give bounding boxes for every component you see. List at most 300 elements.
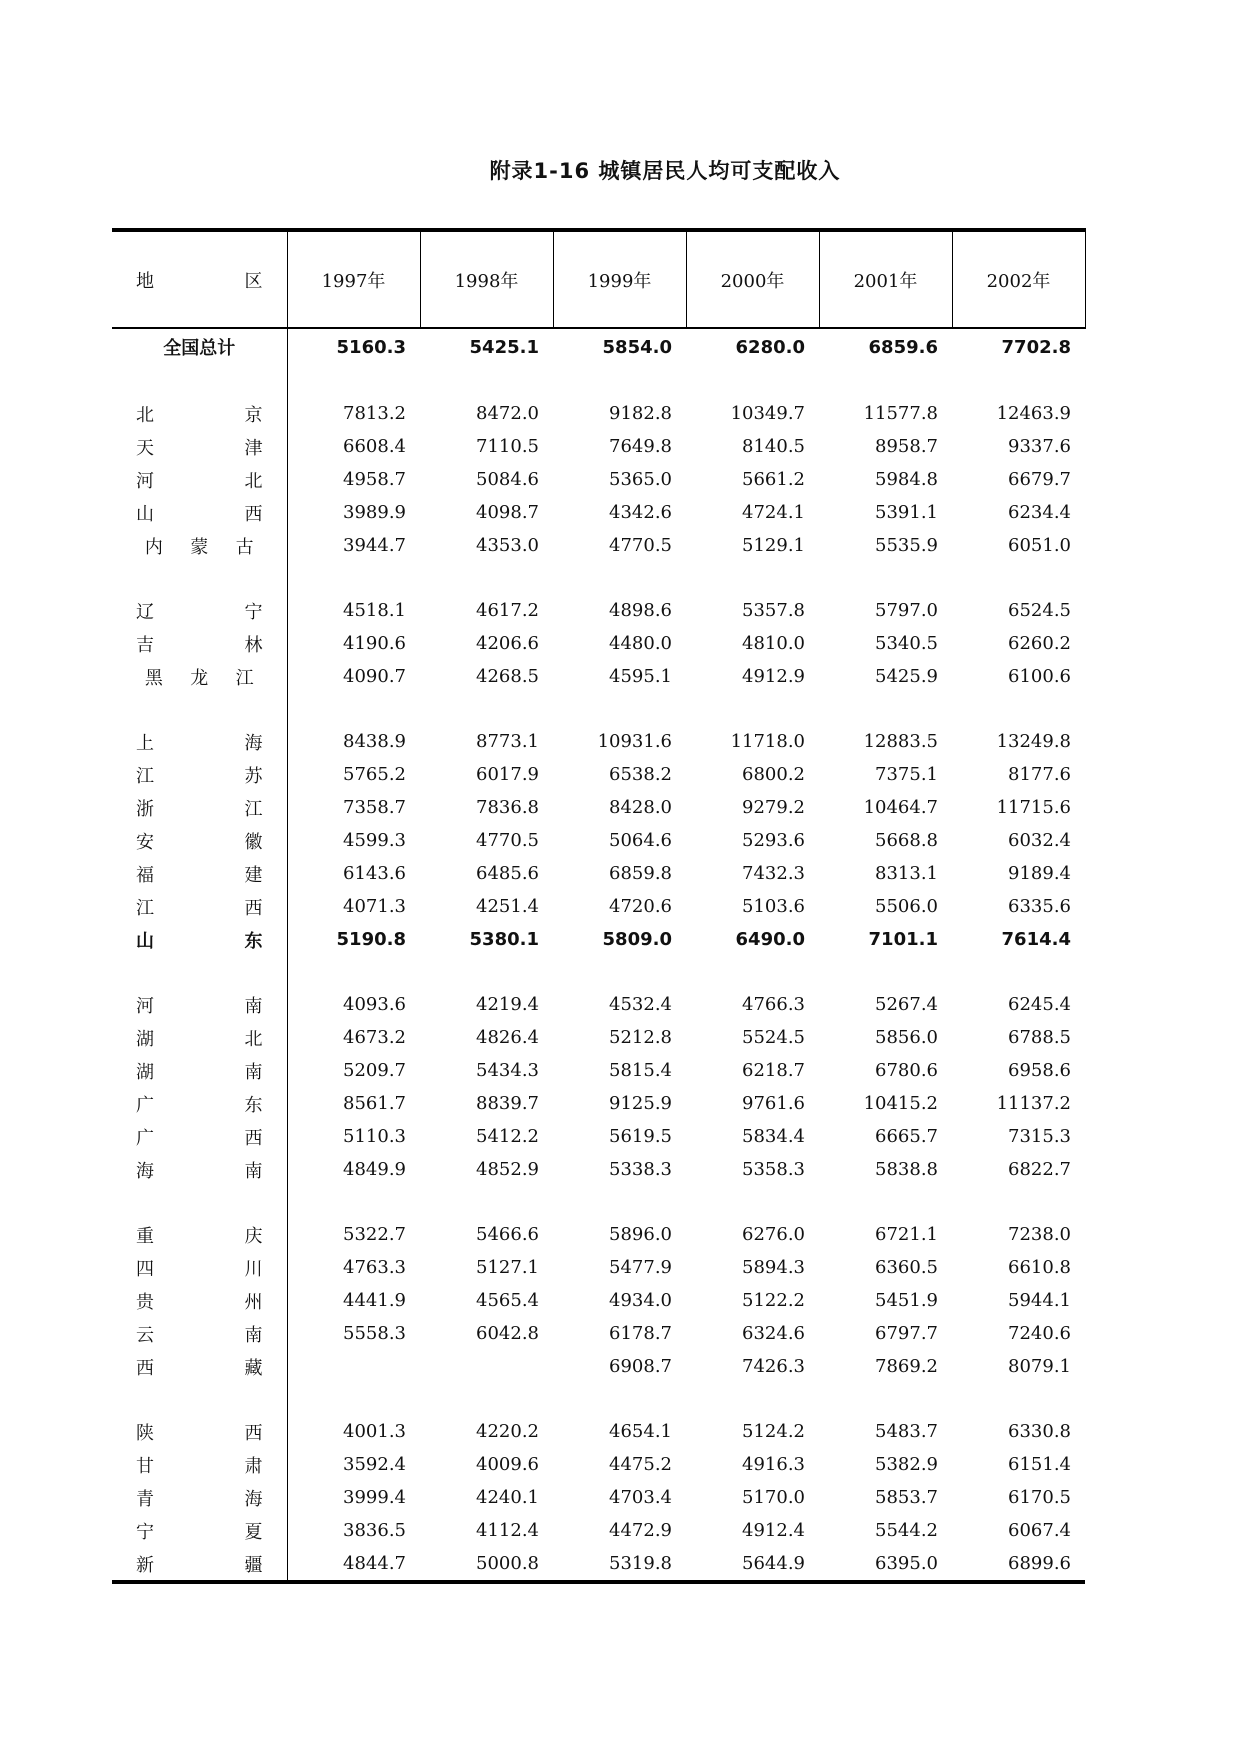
- year-header: 1999年: [553, 230, 686, 328]
- value-cell: 5896.0: [609, 1224, 672, 1245]
- value-cell: 5110.3: [343, 1126, 406, 1147]
- value-cell: 4849.9: [343, 1159, 406, 1180]
- region-name-char: 湖: [136, 1028, 154, 1050]
- value-cell: 5558.3: [343, 1323, 406, 1344]
- region-cell: 全国总计: [112, 328, 287, 365]
- region-cell: [112, 1514, 287, 1547]
- region-name-char: 山: [136, 930, 154, 952]
- value-cell: 4763.3: [343, 1257, 406, 1278]
- header-row: [112, 230, 1085, 328]
- value-cell: 4093.6: [343, 994, 406, 1015]
- value-cell: 6788.5: [1008, 1027, 1071, 1048]
- region-name-char: 福: [136, 864, 154, 886]
- table-row: [112, 1284, 1085, 1317]
- value-cell: 5170.0: [742, 1487, 805, 1508]
- value-cell: 4009.6: [476, 1454, 539, 1475]
- spacer-cell: [112, 1383, 287, 1415]
- value-cell: 7432.3: [742, 863, 805, 884]
- value-cell: 4441.9: [343, 1290, 406, 1311]
- value-cell: 5380.1: [469, 929, 539, 950]
- table-row: [112, 1120, 1085, 1153]
- value-cell: 7110.5: [476, 436, 539, 457]
- value-cell: 5984.8: [875, 469, 938, 490]
- value-cell: 9337.6: [1008, 436, 1071, 457]
- region-name: [136, 1354, 263, 1380]
- value-cell: 6017.9: [476, 764, 539, 785]
- value-cell: 13249.8: [996, 731, 1071, 752]
- region-cell: [112, 397, 287, 430]
- spacer-cell: [287, 1383, 1085, 1415]
- region-name-char: 肃: [244, 1455, 263, 1477]
- region-name-char: 苏: [244, 765, 263, 787]
- value-cell: 7649.8: [609, 436, 672, 457]
- table-row: [112, 1514, 1085, 1547]
- value-cell: 7315.3: [1008, 1126, 1071, 1147]
- region-name-char: 山: [136, 503, 154, 525]
- value-cell: 3989.9: [343, 502, 406, 523]
- value-cell: 7426.3: [742, 1356, 805, 1377]
- spacer-cell: [287, 956, 1085, 988]
- value-cell: 5357.8: [742, 600, 805, 621]
- region-name-char: 广: [136, 1094, 154, 1116]
- region-name: [136, 1288, 263, 1314]
- value-cell: 5668.8: [875, 830, 938, 851]
- value-cell: 5127.1: [476, 1257, 539, 1278]
- region-name: [136, 401, 263, 427]
- region-cell: [112, 1317, 287, 1350]
- table-row: [112, 1087, 1085, 1120]
- region-name-char: 北: [244, 1028, 263, 1050]
- value-cell: 7869.2: [875, 1356, 938, 1377]
- value-cell: 6485.6: [476, 863, 539, 884]
- table-row: [112, 1251, 1085, 1284]
- value-cell: 11137.2: [996, 1093, 1071, 1114]
- region-name: [136, 1222, 263, 1248]
- region-name-char: 西: [136, 1357, 154, 1379]
- region-cell: [112, 1153, 287, 1186]
- value-cell: 4475.2: [609, 1454, 672, 1475]
- table-row: [112, 857, 1085, 890]
- value-cell: 5544.2: [875, 1520, 938, 1541]
- value-cell: 3999.4: [343, 1487, 406, 1508]
- value-cell: 3836.5: [343, 1520, 406, 1541]
- table-row: [112, 1021, 1085, 1054]
- region-name: [136, 1157, 263, 1183]
- value-cell: 5466.6: [476, 1224, 539, 1245]
- value-cell: 6608.4: [343, 436, 406, 457]
- region-name: [136, 1452, 263, 1478]
- value-cell: 6780.6: [875, 1060, 938, 1081]
- region-name-char: 西: [244, 1127, 263, 1149]
- region-name-char: 建: [244, 864, 263, 886]
- region-name-char: 宁: [136, 1521, 154, 1543]
- region-cell: [112, 1120, 287, 1153]
- region-name-char: 西: [244, 897, 263, 919]
- value-cell: 9182.8: [609, 403, 672, 424]
- region-cell: [112, 1021, 287, 1054]
- table-row: [112, 1350, 1085, 1383]
- region-name-char: 云: [136, 1324, 154, 1346]
- table-row: [112, 430, 1085, 463]
- region-cell: [112, 660, 287, 693]
- region-cell: [112, 1481, 287, 1514]
- region-name-char: 南: [244, 1061, 263, 1083]
- region-name: [145, 533, 254, 559]
- table-row: [112, 1317, 1085, 1350]
- value-cell: 4958.7: [343, 469, 406, 490]
- value-cell: 8428.0: [609, 797, 672, 818]
- table-row: [112, 890, 1085, 923]
- region-name-char: 江: [136, 765, 154, 787]
- table-row: [112, 923, 1085, 956]
- value-cell: 5212.8: [609, 1027, 672, 1048]
- value-cell: 6800.2: [742, 764, 805, 785]
- value-cell: 4472.9: [609, 1520, 672, 1541]
- region-name-char: 津: [244, 437, 263, 459]
- value-cell: 6178.7: [609, 1323, 672, 1344]
- value-cell: 6610.8: [1008, 1257, 1071, 1278]
- value-cell: 5765.2: [343, 764, 406, 785]
- region-name: [136, 598, 263, 624]
- value-cell: 6260.2: [1008, 633, 1071, 654]
- value-cell: 3944.7: [343, 535, 406, 556]
- region-name: [136, 992, 263, 1018]
- region-name-char: 疆: [244, 1554, 263, 1576]
- region-cell: [112, 529, 287, 562]
- value-cell: 6721.1: [875, 1224, 938, 1245]
- region-name-char: 河: [136, 995, 154, 1017]
- region-cell: [112, 923, 287, 956]
- value-cell: 4240.1: [476, 1487, 539, 1508]
- region-name: [136, 894, 263, 920]
- value-cell: 8079.1: [1008, 1356, 1071, 1377]
- region-name-char: 夏: [244, 1521, 263, 1543]
- value-cell: 6234.4: [1008, 502, 1071, 523]
- region-name: [136, 1058, 263, 1084]
- value-cell: 6143.6: [343, 863, 406, 884]
- value-cell: 5506.0: [875, 896, 938, 917]
- value-cell: 5267.4: [875, 994, 938, 1015]
- region-name-char: 藏: [244, 1357, 263, 1379]
- region-name-char: 新: [136, 1554, 154, 1576]
- region-name-char: 湖: [136, 1061, 154, 1083]
- region-name-char: 蒙: [190, 536, 209, 558]
- value-cell: 7614.4: [1001, 929, 1071, 950]
- value-cell: 6245.4: [1008, 994, 1071, 1015]
- region-name-char: 东: [244, 1094, 263, 1116]
- table-row: [112, 529, 1085, 562]
- value-cell: 6330.8: [1008, 1421, 1071, 1442]
- value-cell: 5365.0: [609, 469, 672, 490]
- region-cell: [112, 1448, 287, 1481]
- value-cell: [420, 1350, 553, 1383]
- region-cell: [112, 1284, 287, 1317]
- value-cell: 4532.4: [609, 994, 672, 1015]
- region-name-char: 西: [244, 503, 263, 525]
- value-cell: 4001.3: [343, 1421, 406, 1442]
- value-cell: 5412.2: [476, 1126, 539, 1147]
- value-cell: 5425.9: [875, 666, 938, 687]
- value-cell: 7702.8: [1001, 336, 1071, 358]
- region-name-char: 海: [244, 732, 263, 754]
- spacer-row: [112, 693, 1085, 725]
- region-name: [136, 434, 263, 460]
- table-row: [112, 1153, 1085, 1186]
- value-cell: 5644.9: [686, 1547, 819, 1582]
- value-cell: 6859.8: [609, 863, 672, 884]
- region-name-char: 南: [244, 1324, 263, 1346]
- spacer-cell: [112, 1186, 287, 1218]
- region-cell: [112, 1087, 287, 1120]
- value-cell: 4720.6: [609, 896, 672, 917]
- value-cell: 5944.1: [1008, 1290, 1071, 1311]
- table-body: [112, 328, 1085, 1582]
- region-name-char: 江: [244, 798, 263, 820]
- value-cell: 6324.6: [742, 1323, 805, 1344]
- value-cell: 4251.4: [476, 896, 539, 917]
- value-cell: 6665.7: [875, 1126, 938, 1147]
- region-name-char: 海: [136, 1160, 154, 1182]
- region-name-char: 天: [136, 437, 154, 459]
- region-name-char: 广: [136, 1127, 154, 1149]
- region-name: [136, 927, 263, 953]
- value-cell: 5894.3: [742, 1257, 805, 1278]
- region-cell: [112, 857, 287, 890]
- spacer-row: [112, 956, 1085, 988]
- value-cell: 5619.5: [609, 1126, 672, 1147]
- table-row: [112, 824, 1085, 857]
- value-cell: 5854.0: [602, 336, 672, 358]
- value-cell: 6032.4: [1008, 830, 1071, 851]
- region-name: [136, 1518, 263, 1544]
- region-name: [136, 795, 263, 821]
- value-cell: 5661.2: [742, 469, 805, 490]
- table-row: [112, 1218, 1085, 1251]
- value-cell: 5853.7: [875, 1487, 938, 1508]
- value-cell: 6360.5: [875, 1257, 938, 1278]
- table-row: [112, 988, 1085, 1021]
- table-row: [112, 791, 1085, 824]
- region-name-char: 甘: [136, 1455, 154, 1477]
- region-cell: [112, 988, 287, 1021]
- spacer-row: [112, 1383, 1085, 1415]
- value-cell: 4912.4: [742, 1520, 805, 1541]
- value-cell: 9279.2: [742, 797, 805, 818]
- region-name-char: 上: [136, 732, 154, 754]
- region-cell: [112, 463, 287, 496]
- value-cell: 4098.7: [476, 502, 539, 523]
- value-cell: 4599.3: [343, 830, 406, 851]
- region-name-char: 京: [244, 404, 263, 426]
- spacer-cell: [112, 956, 287, 988]
- value-cell: 10464.7: [863, 797, 938, 818]
- region-name: [136, 729, 263, 755]
- value-cell: 5064.6: [609, 830, 672, 851]
- region-cell: [112, 1251, 287, 1284]
- spacer-cell: [112, 693, 287, 725]
- region-name-char: 江: [136, 897, 154, 919]
- value-cell: 4617.2: [476, 600, 539, 621]
- region-name-char: 海: [244, 1488, 263, 1510]
- value-cell: 6679.7: [1008, 469, 1071, 490]
- year-header: 2001年: [819, 230, 952, 328]
- region-name-char: 贵: [136, 1291, 154, 1313]
- region-header-char: 区: [244, 270, 263, 292]
- value-cell: 5535.9: [875, 535, 938, 556]
- value-cell: 4916.3: [742, 1454, 805, 1475]
- region-name: [136, 467, 263, 493]
- value-cell: 4766.3: [742, 994, 805, 1015]
- region-cell: [112, 594, 287, 627]
- value-cell: 5338.3: [609, 1159, 672, 1180]
- value-cell: 5483.7: [875, 1421, 938, 1442]
- region-name-char: 陕: [136, 1422, 154, 1444]
- spacer-cell: [287, 693, 1085, 725]
- spacer-row: [112, 562, 1085, 594]
- value-cell: 5103.6: [742, 896, 805, 917]
- region-name-char: 吉: [136, 634, 154, 656]
- region-name: [136, 1025, 263, 1051]
- value-cell: 4770.5: [476, 830, 539, 851]
- value-cell: 4724.1: [742, 502, 805, 523]
- value-cell: 5209.7: [343, 1060, 406, 1081]
- value-cell: 8177.6: [1008, 764, 1071, 785]
- region-name-char: 龙: [190, 667, 209, 689]
- value-cell: 5124.2: [742, 1421, 805, 1442]
- region-cell: [112, 430, 287, 463]
- value-cell: 5322.7: [343, 1224, 406, 1245]
- table-row: [112, 627, 1085, 660]
- region-name: [136, 762, 263, 788]
- spacer-cell: [112, 365, 287, 397]
- value-cell: 6218.7: [742, 1060, 805, 1081]
- table-row: [112, 1547, 1085, 1582]
- value-cell: 6335.6: [1008, 896, 1071, 917]
- value-cell: 4912.9: [742, 666, 805, 687]
- region-name: [136, 500, 263, 526]
- value-cell: 6797.7: [875, 1323, 938, 1344]
- region-cell: [112, 1415, 287, 1448]
- value-cell: 4595.1: [609, 666, 672, 687]
- value-cell: 6395.0: [819, 1547, 952, 1582]
- value-cell: 4190.6: [343, 633, 406, 654]
- value-cell: 4518.1: [343, 600, 406, 621]
- value-cell: 5477.9: [609, 1257, 672, 1278]
- value-cell: 4342.6: [609, 502, 672, 523]
- value-cell: 12463.9: [996, 403, 1071, 424]
- value-cell: 4703.4: [609, 1487, 672, 1508]
- value-cell: 5856.0: [875, 1027, 938, 1048]
- value-cell: 5319.8: [553, 1547, 686, 1582]
- value-cell: 6899.6: [952, 1547, 1085, 1582]
- value-cell: 6538.2: [609, 764, 672, 785]
- value-cell: 5425.1: [469, 336, 539, 358]
- value-cell: 7238.0: [1008, 1224, 1071, 1245]
- table-row: [112, 594, 1085, 627]
- value-cell: 7240.6: [1008, 1323, 1071, 1344]
- value-cell: 6100.6: [1008, 666, 1071, 687]
- value-cell: 6067.4: [1008, 1520, 1071, 1541]
- value-cell: 4220.2: [476, 1421, 539, 1442]
- value-cell: 5815.4: [609, 1060, 672, 1081]
- region-name: [136, 1124, 263, 1150]
- table-row: [112, 496, 1085, 529]
- region-name-char: 州: [244, 1291, 263, 1313]
- year-header: 1997年: [287, 230, 420, 328]
- region-name: [136, 1551, 263, 1577]
- table-row: [112, 660, 1085, 693]
- value-cell: 7375.1: [875, 764, 938, 785]
- region-header: [112, 230, 287, 328]
- value-cell: 4770.5: [609, 535, 672, 556]
- value-cell: 8140.5: [742, 436, 805, 457]
- table-row: [112, 725, 1085, 758]
- value-cell: 8773.1: [476, 731, 539, 752]
- value-cell: 5382.9: [875, 1454, 938, 1475]
- value-cell: 8958.7: [875, 436, 938, 457]
- region-name: [136, 631, 263, 657]
- table-row: [112, 1448, 1085, 1481]
- value-cell: 5524.5: [742, 1027, 805, 1048]
- spacer-cell: [287, 562, 1085, 594]
- value-cell: 5190.8: [336, 929, 406, 950]
- region-cell: [112, 1547, 287, 1582]
- income-table: [112, 228, 1086, 1584]
- region-name-char: 北: [136, 404, 154, 426]
- region-name-char: 青: [136, 1488, 154, 1510]
- value-cell: 11715.6: [996, 797, 1071, 818]
- value-cell: 11718.0: [730, 731, 805, 752]
- value-cell: 6524.5: [1008, 600, 1071, 621]
- region-name-char: 徽: [244, 831, 263, 853]
- region-name: [136, 1485, 263, 1511]
- region-cell: [112, 791, 287, 824]
- value-cell: 10931.6: [597, 731, 672, 752]
- value-cell: 7813.2: [343, 403, 406, 424]
- region-name-char: 重: [136, 1225, 154, 1247]
- year-header: 2000年: [686, 230, 819, 328]
- region-name-char: 庆: [244, 1225, 263, 1247]
- value-cell: 10415.2: [863, 1093, 938, 1114]
- table-row: [112, 1481, 1085, 1514]
- value-cell: 7836.8: [476, 797, 539, 818]
- year-header: 1998年: [420, 230, 553, 328]
- region-header-char: 地: [136, 270, 154, 292]
- value-cell: 4654.1: [609, 1421, 672, 1442]
- value-cell: 5451.9: [875, 1290, 938, 1311]
- income-table-container: [112, 228, 1085, 1584]
- region-name: [136, 1321, 263, 1347]
- value-cell: 5293.6: [742, 830, 805, 851]
- value-cell: 6280.0: [735, 336, 805, 358]
- region-cell: [112, 758, 287, 791]
- value-cell: 6042.8: [476, 1323, 539, 1344]
- region-name-char: 北: [244, 470, 263, 492]
- value-cell: 4844.7: [287, 1547, 420, 1582]
- spacer-cell: [287, 365, 1085, 397]
- value-cell: 4268.5: [476, 666, 539, 687]
- value-cell: 6276.0: [742, 1224, 805, 1245]
- spacer-cell: [112, 562, 287, 594]
- value-cell: 11577.8: [863, 403, 938, 424]
- page-title: 附录1-16 城镇居民人均可支配收入: [489, 159, 841, 183]
- region-name-char: 内: [144, 536, 163, 558]
- spacer-cell: [287, 1186, 1085, 1218]
- value-cell: 10349.7: [730, 403, 805, 424]
- value-cell: 5122.2: [742, 1290, 805, 1311]
- total-row: [112, 328, 1085, 365]
- table-row: [112, 1054, 1085, 1087]
